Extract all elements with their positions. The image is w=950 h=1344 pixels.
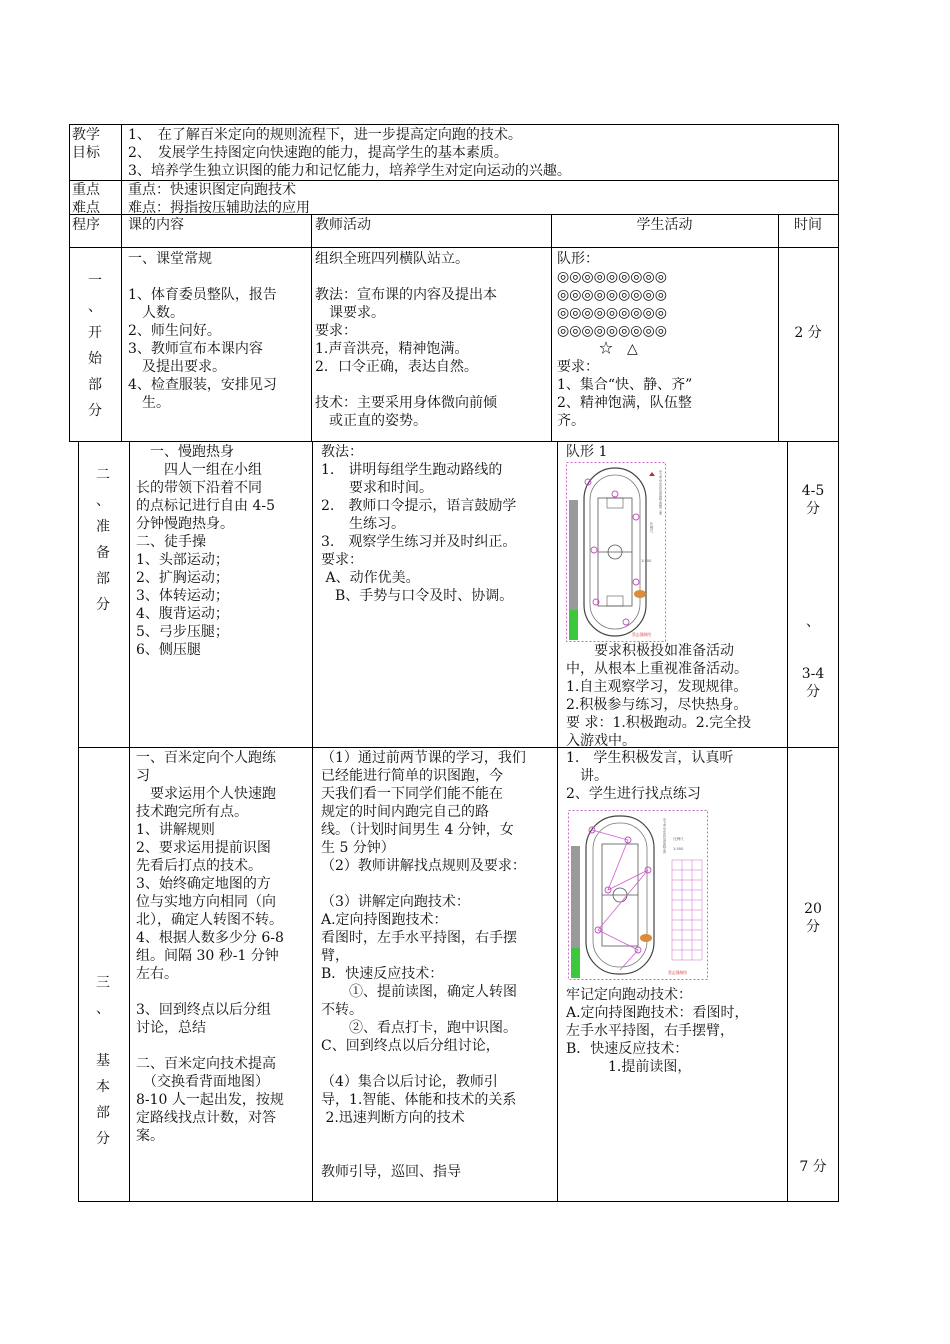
- formation-row: ◎◎◎◎◎◎◎◎◎: [557, 287, 667, 303]
- header-student: 学生活动: [636, 217, 693, 233]
- header-order: 程序: [72, 217, 100, 233]
- map-start-marker: [634, 590, 646, 598]
- section1-student: 队形： ◎◎◎◎◎◎◎◎◎ ◎◎◎◎◎◎◎◎◎ ◎◎◎◎◎◎◎◎◎ ◎◎◎◎◎◎◎◎◎ ☆ △ 要求： 1、集合“快、静、齐” 2、精神饱满，队伍整 齐。: [557, 250, 776, 430]
- section3-time-a: 20 分: [804, 901, 822, 935]
- section3-time-b: 7 分: [799, 1159, 827, 1175]
- formation-markers: ☆ △: [557, 341, 638, 357]
- header-teacher: 教师活动: [315, 217, 371, 233]
- section1-content: 一、课堂常规 1、体育委员整队，报告 人数。 2、师生问好。 3、教师宣布本课内容 及提出要求。 4、检查服装，安排见习 生。: [128, 251, 277, 411]
- map-grass: [571, 948, 580, 978]
- section3-label: 三 、 基 本 部 分: [96, 975, 110, 1147]
- map-scale-label: 比例尺: [650, 522, 654, 533]
- map-stands: [569, 500, 578, 612]
- section3-student-top: 1. 学生积极发言，认真听 讲。 2、学生进行找点练习: [566, 750, 734, 802]
- goal-item: 1、 在了解百米定向的规则流程下，进一步提高定向跑的技术。: [128, 127, 522, 143]
- map-grass: [569, 610, 578, 640]
- formation-row: ◎◎◎◎◎◎◎◎◎: [557, 269, 667, 285]
- map-scale-value: 1:500: [641, 559, 652, 563]
- map-author: 蔡志强制图: [632, 632, 651, 637]
- orienteering-map-1: [566, 462, 666, 642]
- goal-item: 3、培养学生独立识图的能力和记忆能力，培养学生对定向运动的兴趣。: [128, 163, 571, 179]
- goals-list: [128, 126, 836, 180]
- map-title: 中卫中学定向运动教学图第二课: [658, 470, 662, 515]
- section2-formation-title: 队形 1: [566, 444, 608, 460]
- map-scale-value: 1:500: [673, 847, 684, 851]
- section3-student-bottom: 牢记定向跑动技术： A.定向持图跑技术：看图时， 左手水平持图，右手摆臂， B．快速反应技术： 1.提前读图，: [566, 987, 749, 1075]
- header-content: 课的内容: [128, 217, 184, 233]
- header-time: 时间: [794, 217, 822, 233]
- section1-teacher: 组织全班四列横队站立。 教法：宣布课的内容及提出本 课要求。 要求： 1.声音洪亮，精神饱满。 2．口令正确，表达自然。 技术：主要采用身体微向前倾 或正直的姿势。: [315, 251, 497, 429]
- formation-row: ◎◎◎◎◎◎◎◎◎: [557, 305, 667, 321]
- keypoint-item: 重点：快速识图定向跑技术: [128, 182, 296, 198]
- section3-teacher: （1）通过前两节课的学习，我们 已经能进行简单的识图跑，今 天我们看一下同学们能不能在 规定的时间内跑完自己的路 线。（计划时间男生 4 分钟，女 生 5 分钟） （2）教师讲解找点规则及要求： （3）讲解定向跑技术： A.定向持图跑技术： 看图时，左手水平持图，右手摆 臂， B．快速反应技术： ①、提前读图，确定人转图 不转。 ②、看点打卡，跑中识图。 C、回到终点以后分组讨论， （4）集合以后讨论，教师引 导，1.智能、体能和技术的关系 2.迅速判断方向的技术 教师引导，巡回、指导: [321, 750, 526, 1180]
- keypoints-list: [128, 181, 836, 217]
- section1-label: 一 、 开 始 部 分: [88, 273, 102, 419]
- section2-time-b: 3-4 分: [801, 666, 825, 700]
- map-scale-label: 比例尺: [673, 837, 684, 841]
- orienteering-map-2: [568, 810, 708, 980]
- section1-time: 2 分: [794, 325, 822, 341]
- map-author: 蔡志强制图: [668, 970, 687, 975]
- keypoints-label: 重点 难点: [72, 182, 100, 216]
- section2-student: 要求积极投如准备活动 中，从根本上重视准备活动。 1.自主观察学习，发现规律。 2.积极参与练习，尽快热身。 要 求：1.积极跑动。2.完全投 入游戏中。: [566, 643, 752, 749]
- section2-teacher: 教法： 1. 讲明每组学生跑动路线的 要求和时间。 2. 教师口令提示，语言鼓励学 生练习。 3. 观察学生练习并及时纠正。 要求： A、动作优美。 B、手势与口令及时、协调。: [321, 444, 517, 604]
- section2-time-separator: 、: [806, 614, 820, 630]
- section2-time-a: 4-5 分: [801, 483, 825, 517]
- section3-content: 一、百米定向个人跑练 习 要求运用个人快速跑 技术跑完所有点。 1、讲解规则 2、要求运用提前识图 先看后打点的技术。 3、始终确定地图的方 位与实地方向相同（向 北），确定人转图不转。 4、根据人数多少分 6-8 组。间隔 30 秒-1 分钟 左右。 3、回到终点以后分组 讨论，总结 二、百米定向技术提高 （交换看背面地图） 8-10 人一起出发，按规 定路线找点计数，对答 案。: [136, 750, 284, 1144]
- map-start-marker: [640, 934, 652, 942]
- map-title: 中卫中学定向运动教学图: [662, 818, 666, 854]
- section2-content: 一、慢跑热身 四人一组在小组 长的带领下沿着不同 的点标记进行自由 4-5 分钟慢跑热身。 二、徒手操 1、头部运动； 2、扩胸运动； 3、体转运动； 4、腹背运动； 5、弓步压腿； 6、侧压腿: [136, 444, 275, 658]
- map-stands: [571, 846, 580, 950]
- goal-item: 2、 发展学生持图定向快速跑的能力，提高学生的基本素质。: [128, 145, 508, 161]
- section2-label: 二 、 准 备 部 分: [96, 467, 110, 613]
- goals-label: 教学 目标: [72, 127, 100, 161]
- formation-row: ◎◎◎◎◎◎◎◎◎: [557, 323, 667, 339]
- keypoint-item: 难点：拇指按压辅助法的应用: [128, 200, 310, 216]
